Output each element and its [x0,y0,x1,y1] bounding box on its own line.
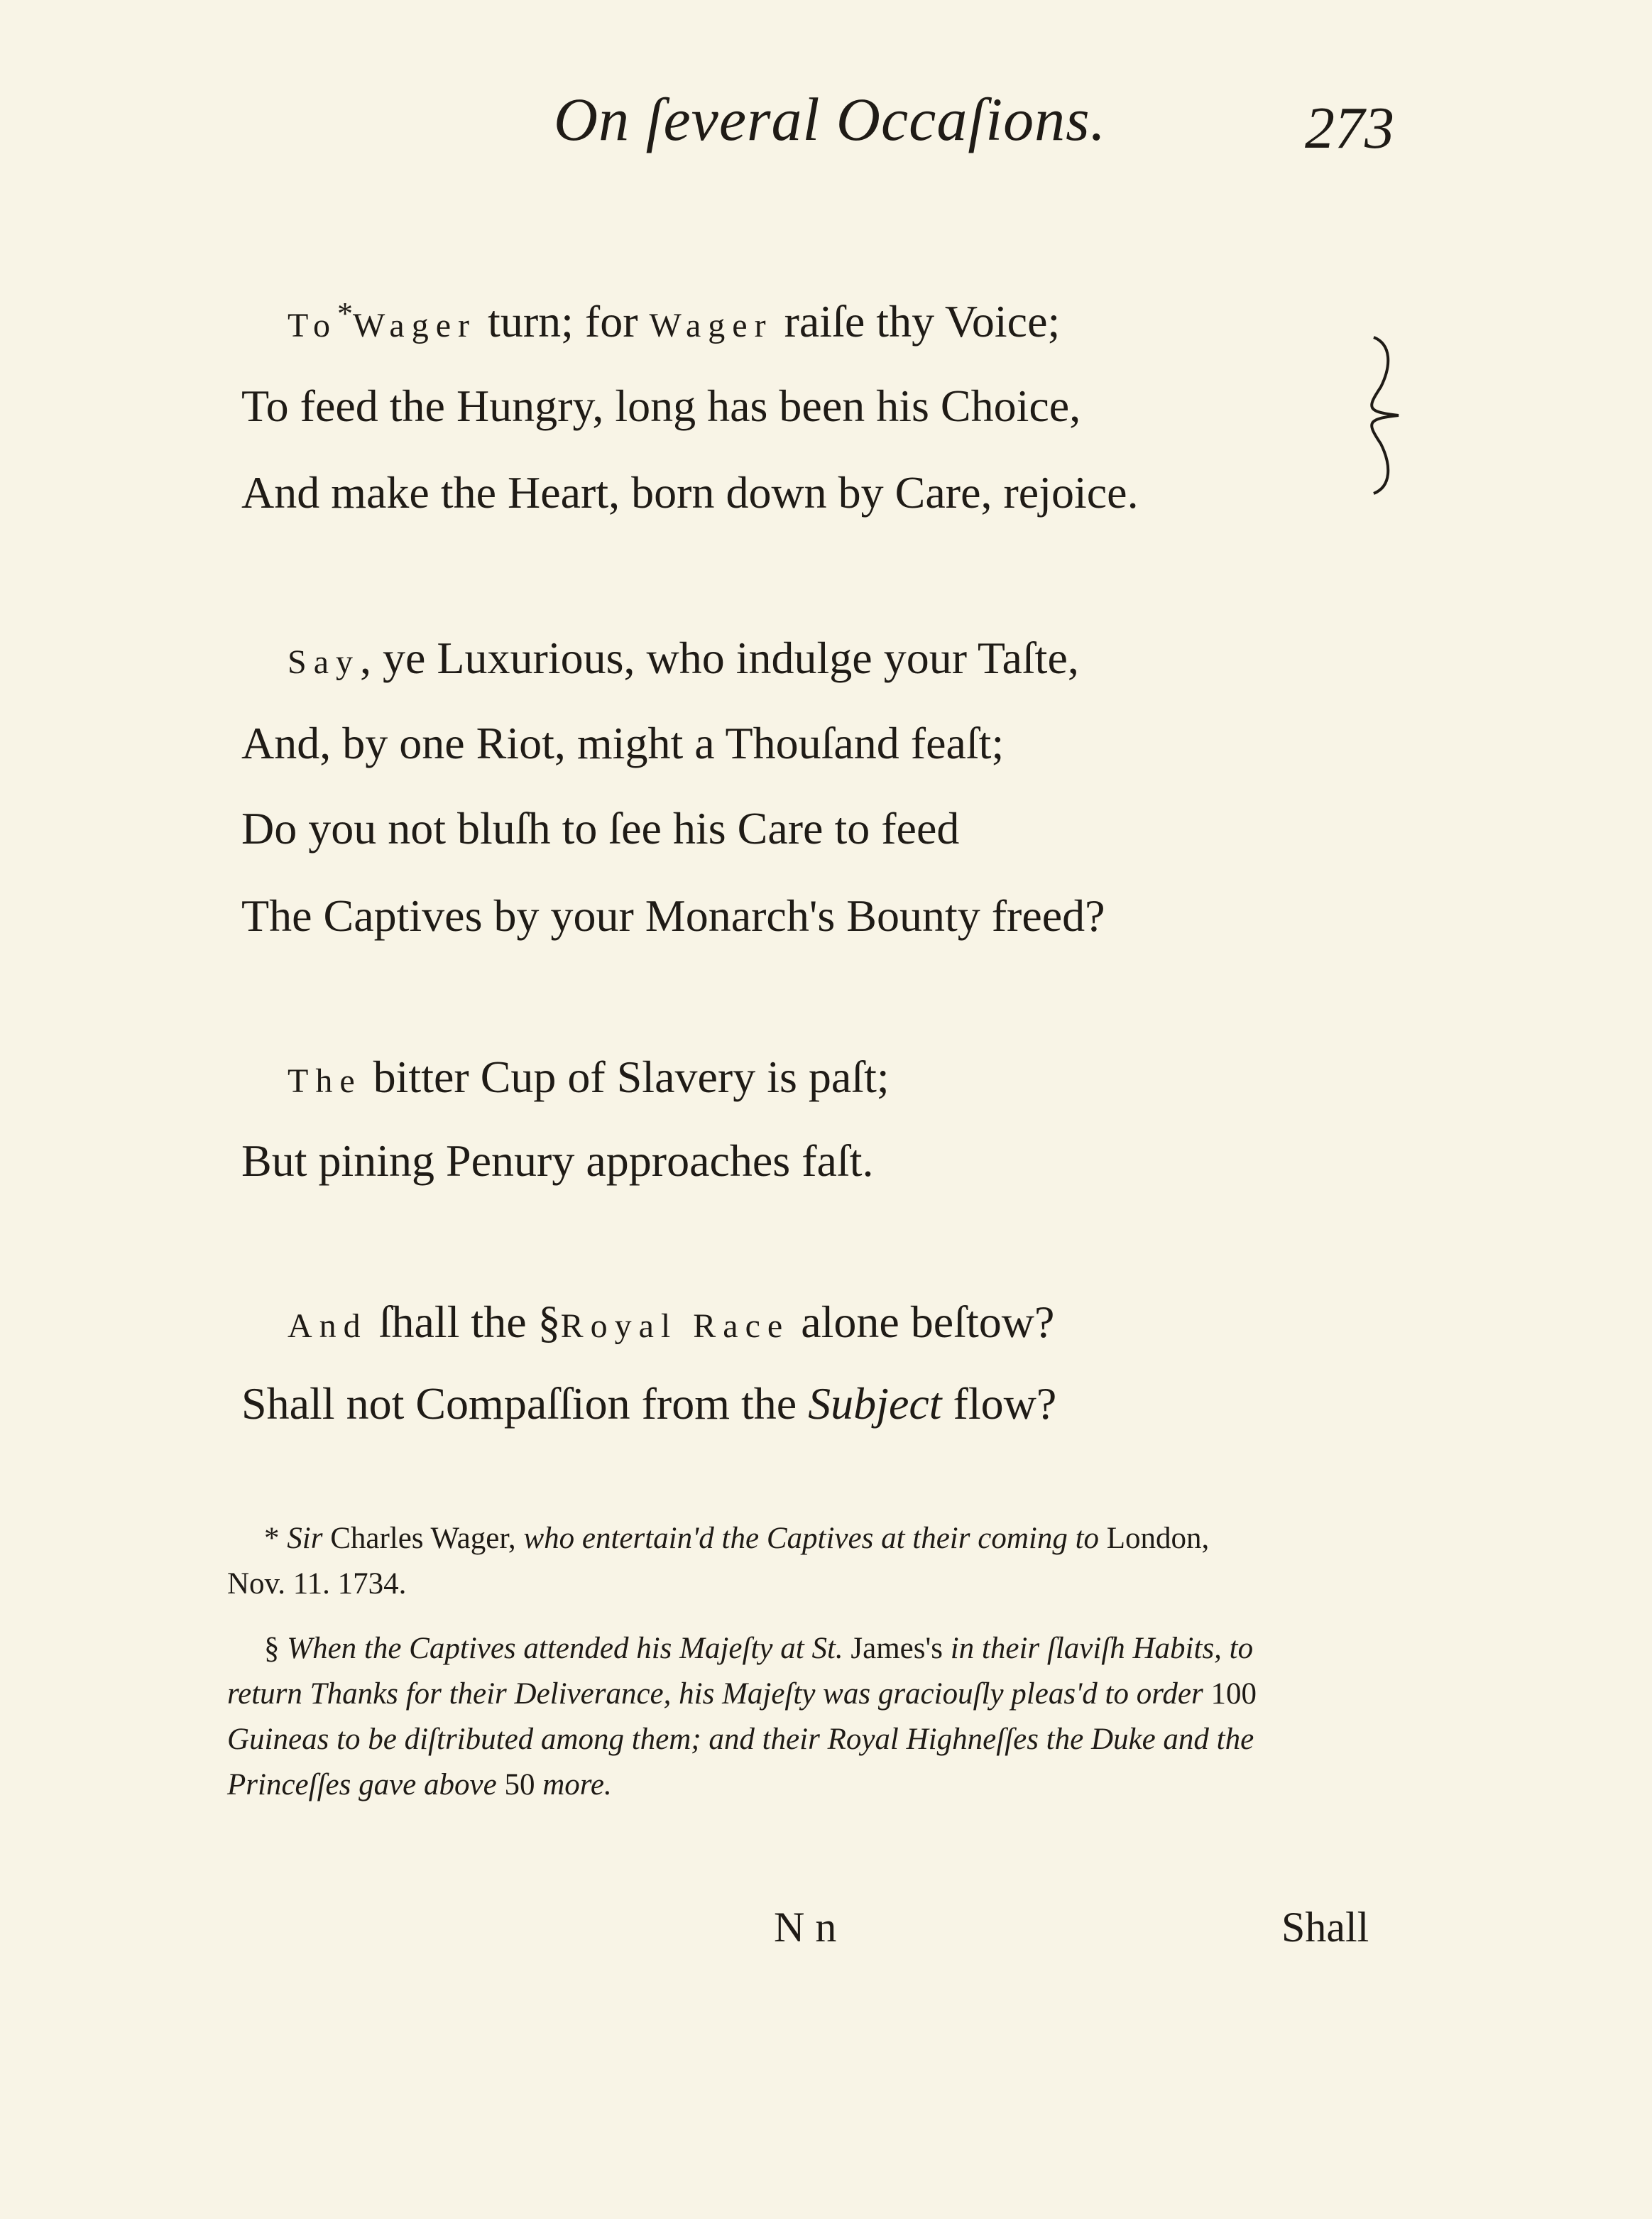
footnote-line [227,1762,1391,1808]
verse-line [288,1054,890,1100]
line-text: Shall not Compaſſion from the [241,1378,809,1429]
footnote-line [227,1672,1391,1717]
footnote-text: Princeſſes gave above [227,1768,497,1801]
footnote-mark: * [337,296,353,331]
footnote-text: Guineas to be diſtributed among them; and their Royal Highneſſes the Duke and the [227,1723,1254,1756]
running-head: On ſeveral Occaſions. [554,85,1107,153]
signature-mark: N n [774,1904,837,1951]
italic-word: Subject [808,1378,942,1429]
verse-line [288,1299,1054,1345]
small-caps-lead: And [288,1307,368,1345]
footnote-line [264,1626,1428,1672]
catchword: Shall [1281,1904,1369,1951]
footnote-text: return Thanks for their Deliverance, his Majeſty was graciouſly pleas'd to order [227,1677,1203,1711]
footnote-mark: * [264,1522,280,1555]
verse-line: Do you not bluſh to ſee his Care to feed [241,803,960,854]
footnote-text: 100 [1203,1677,1257,1711]
footnote-text: in their ſlaviſh Habits, to [942,1632,1254,1665]
footnote-line: Nov. 11. 1734. [227,1567,407,1601]
small-caps-name: Wager [649,307,773,344]
verse-line [288,633,1079,683]
footnote-line [227,1717,1391,1762]
footnote-text: 50 [496,1768,535,1801]
line-text: raiſe thy Voice; [772,296,1061,347]
footnote-text: Sir [279,1522,323,1555]
line-text: bitter Cup of Slavery is paſt; [361,1052,890,1102]
page-number: 273 [1305,95,1394,161]
verse-line: And make the Heart, born down by Care, rejoice. [241,467,1139,518]
footnote-text: London, [1099,1522,1210,1555]
line-text: flow? [941,1378,1057,1429]
small-caps-name: Royal Race [560,1307,790,1345]
verse-line: But pining Penury approaches faſt. [241,1135,874,1186]
footnote-text: more. [535,1768,612,1801]
verse-line [241,1378,1057,1429]
line-text: alone beſtow? [789,1297,1055,1347]
verse-line [288,296,1061,347]
line-text: turn; for [476,296,650,347]
verse-line: The Captives by your Monarch's Bounty freed? [241,890,1105,941]
small-caps-lead: To [288,307,337,344]
footnote-mark: § [264,1632,288,1665]
footnote-text: James's [843,1632,943,1665]
triplet-brace [1360,323,1409,508]
small-caps-lead: The [288,1062,362,1100]
verse-line: To feed the Hungry, long has been his Choice, [241,381,1081,431]
line-text: ſhall the § [367,1297,561,1347]
footnote-line [264,1516,1428,1561]
footnote-text: When the Captives attended his Majeſty at St. [287,1632,843,1665]
line-text: , ye Luxurious, who indulge your Taſte, [360,633,1079,683]
footnote-text: Charles Wager, [322,1522,524,1555]
small-caps-lead: Say [288,643,360,681]
small-caps-name: Wager [352,307,477,344]
verse-line: And, by one Riot, might a Thouſand feaſt; [241,718,1005,768]
footnote-text: who entertain'd the Captives at their coming to [523,1522,1100,1555]
